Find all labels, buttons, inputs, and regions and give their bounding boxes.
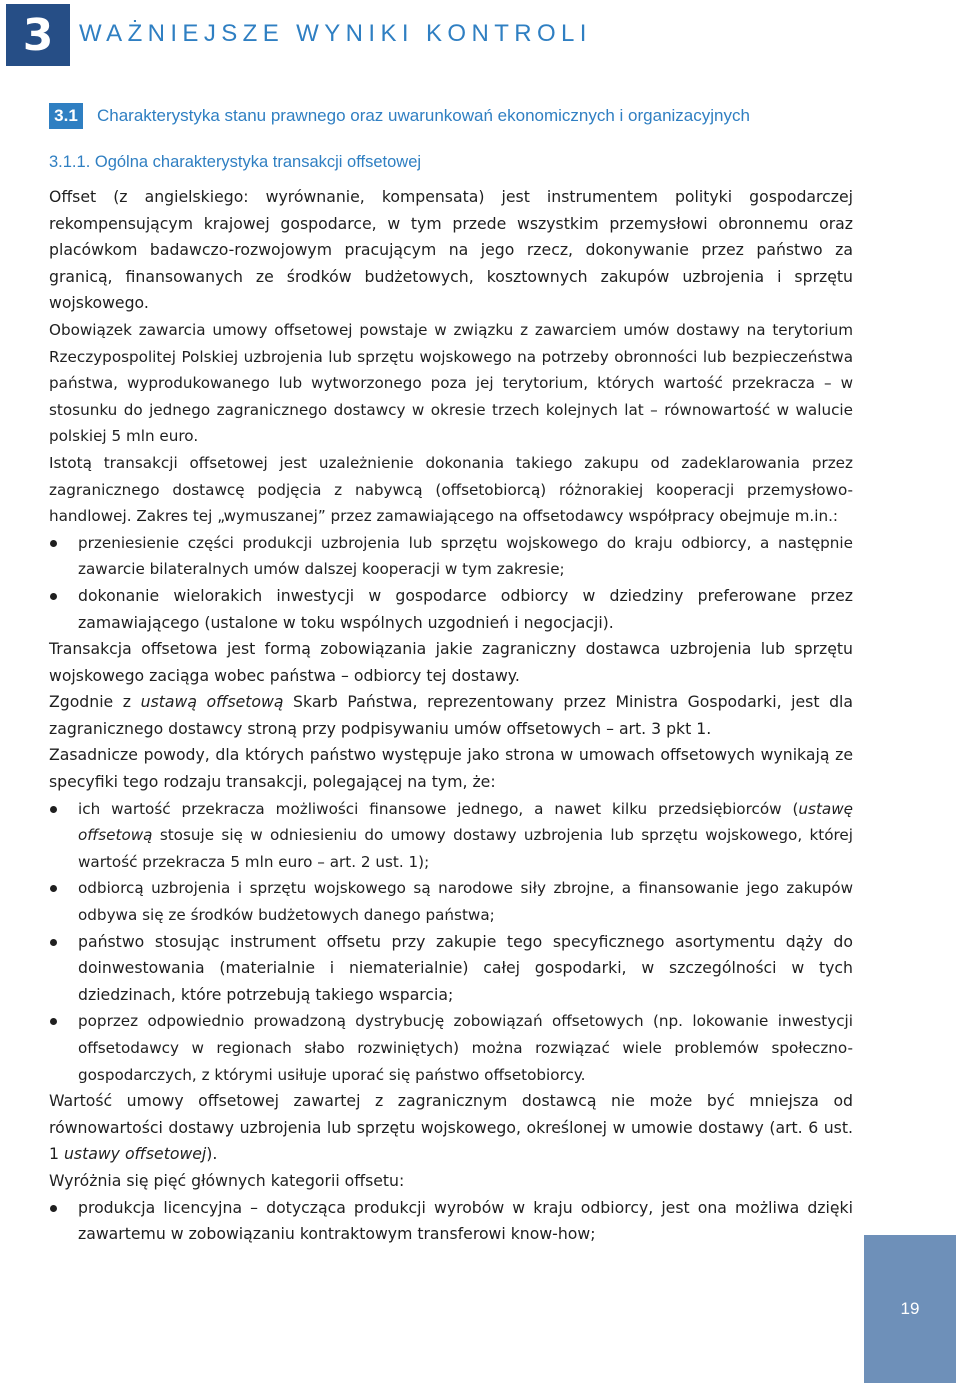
page-number-tab <box>864 1235 956 1383</box>
text-run: Zgodnie z <box>49 692 141 712</box>
list-item: odbiorcą uzbrojenia i sprzętu wojskowego są narodowe siły zbrojne, a finansowanie jego zakupów odbywa się ze środków budżetowych danego państwa; <box>49 875 853 928</box>
italic-term: ustawą offsetową <box>140 692 284 712</box>
paragraph-reasons: Zasadnicze powody, dla których państwo występuje jako strona w umowach offsetowych wynikają ze specyfiki tego rodzaju transakcji, polegającej na tym, że: <box>49 745 853 792</box>
section-heading <box>49 103 750 129</box>
paragraph-obligation: Obowiązek zawarcia umowy offsetowej powstaje w związku z zawarciem umów dostawy na terytorium Rzeczypospolitej Polskiej uzbrojenia lub sprzętu wojskowego na potrzeby obronności lub bezpieczeństwa państwa, wyprodukowanego lub wytworzonego poza jej terytorium, których wartość przekracza – w stosunku do jednego zagranicznego dostawcy w okresie trzech kolejnych lat – równowartość w walucie polskiej 5 mln euro. <box>49 320 853 446</box>
page-number: 19 <box>900 1299 920 1318</box>
subsection-heading: 3.1.1. Ogólna charakterystyka transakcji offsetowej <box>49 153 422 171</box>
chapter-number-box: 3 <box>6 4 70 66</box>
section-title: Charakterystyka stanu prawnego oraz uwarunkowań ekonomicznych i organizacyjnych <box>97 106 750 125</box>
section-number-badge: 3.1 <box>49 103 83 129</box>
cooperation-scope-list <box>49 530 853 636</box>
list-item: państwo stosując instrument offsetu przy zakupie tego specyficznego asortymentu dąży do doinwestowania (materialnie i niematerialnie) całej gospodarki, w szczególności w tych dziedzinach, które potrzebują takiego wsparcia; <box>49 929 853 1009</box>
list-item: produkcja licencyjna – dotycząca produkcji wyrobów w kraju odbiorcy, jest ona możliwa dzięki zawartemu w zobowiązaniu kontraktowym transferowi know-how; <box>49 1195 853 1248</box>
paragraph-offset-definition: Offset (z angielskiego: wyrównanie, kompensata) jest instrumentem polityki gospodarczej rekompensującym krajowej gospodarce, w tym przede wszystkim przemysłowi obronnemu oraz placówkom badawczo-rozwojowym pracującym na jego rzecz, dokonywanie przez państwo za granicą, finansowanych ze środków budżetowych, kosztownych zakupów uzbrojenia i sprzętu wojskowego. <box>49 187 853 313</box>
paragraph-contract-value <box>49 1088 853 1168</box>
chapter-title: WAŻNIEJSZE WYNIKI KONTROLI <box>79 20 592 47</box>
text-run: Skarb Państwa, reprezentowany przez Ministra Gospodarki, jest dla zagranicznego dostawcy stroną przy podpisywaniu umów offsetowych – art. 3 pkt 1. <box>49 692 853 738</box>
text-run: Wartość umowy offsetowej zawartej z zagranicznym dostawcą nie może być mniejsza od równowartości dostawy uzbrojenia lub sprzętu wojskowego, określonej w umowie dostawy (art. 6 ust. 1 <box>49 1091 853 1164</box>
paragraph-form-of-obligation: Transakcja offsetowa jest formą zobowiązania jakie zagraniczny dostawca uzbrojenia lub sprzętu wojskowego zaciąga wobec państwa – odbiorcy tej dostawy. <box>49 639 853 685</box>
text-run: ich wartość przekracza możliwości finansowe jednego, a nawet kilku przedsiębiorców ( <box>78 799 799 818</box>
reasons-list <box>49 796 853 1089</box>
categories-list <box>49 1195 853 1248</box>
italic-term: ustawy offsetowej <box>63 1144 207 1164</box>
list-item: dokonanie wielorakich inwestycji w gospodarce odbiorcy w dziedziny preferowane przez zamawiającego (ustalone w toku wspólnych uzgodnień i negocjacji). <box>49 583 853 636</box>
list-item: poprzez odpowiednio prowadzoną dystrybucję zobowiązań offsetowych (np. lokowanie inwestycji offsetodawcy w regionach słabo rozwiniętych) można rozwiązać wiele problemów społeczno-gospodarczych, z którymi usiłuje uporać się państwo offsetobiorcy. <box>49 1008 853 1088</box>
text-run: ). <box>206 1144 218 1164</box>
paragraph-essence: Istotą transakcji offsetowej jest uzależnienie dokonania takiego zakupu od zadeklarowania przez zagranicznego dostawcę podjęcia z nabywcą (offsetobiorcą) różnorakiej kooperacji przemysłowo-handlowej. Zakres tej „wymuszanej” przez zamawiającego na offsetodawcy współpracy obejmuje m.in.: <box>49 453 853 526</box>
italic-term: ustawę offsetową <box>78 799 853 845</box>
list-item <box>49 796 853 876</box>
text-run: stosuje się w odniesieniu do umowy dostawy uzbrojenia lub sprzętu wojskowego, której wartość przekracza 5 mln euro – art. 2 ust. 1); <box>78 826 853 871</box>
document-body <box>49 184 853 1248</box>
list-item: przeniesienie części produkcji uzbrojenia lub sprzętu wojskowego do kraju odbiorcy, a następnie zawarcie bilateralnych umów dalszej kooperacji w tym zakresie; <box>49 530 853 583</box>
paragraph-treasury-party <box>49 689 853 742</box>
paragraph-categories-intro: Wyróżnia się pięć głównych kategorii offsetu: <box>49 1170 405 1190</box>
